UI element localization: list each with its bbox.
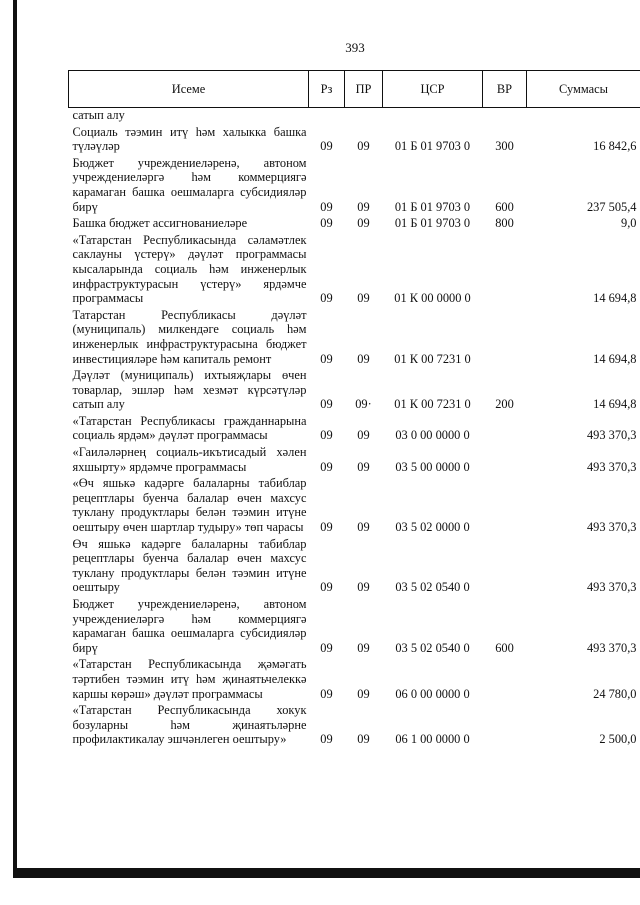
table-header-row <box>69 71 640 108</box>
row-rz: 09 <box>320 199 333 214</box>
row-rz: 09 <box>320 686 333 701</box>
row-csr: 06 1 00 0000 0 <box>395 732 470 747</box>
row-name: «Татарстан Республикасында сәламәтлек саклауны үстерү» дәүләт программасы кысаларында социаль һәм инженерлык инфраструктурасын үстерү» ярдәмче программасы <box>72 232 307 306</box>
row-vr: 600 <box>495 640 514 655</box>
row-csr: 03 5 00 0000 0 <box>395 459 470 474</box>
row-csr: 01 К 00 7231 0 <box>394 397 471 412</box>
row-pr: 09 <box>357 216 370 231</box>
row-pr: 09 <box>357 351 370 366</box>
row-name: «Өч яшькә кадәрге балаларны табиблар рецептлары буенча балалар өчен махсус туклану продуктлары белән тәэмин итүне оештыру өчен шартлар тудыру» төп чарасы <box>72 476 307 535</box>
row-name: Бюджет учреждениеләренә, автоном учреждениеләргә һәм коммерциягә карамаган башка оешмаларга субсидияләр бирү <box>72 155 307 214</box>
row-pr: 09 <box>357 199 370 214</box>
row-rz: 09 <box>320 459 333 474</box>
row-vr: 800 <box>495 216 514 231</box>
row-csr: 03 5 02 0540 0 <box>395 580 470 595</box>
row-name: «Татарстан Республикасында җәмәгать тәртибен тәэмин итү һәм җинаятьчелеккә каршы көрәш» дәүләт программасы <box>72 657 307 701</box>
row-name: Өч яшькә кадәрге балаларны табиблар рецептлары буенча балалар өчен махсус туклану продуктлары белән тәэмин итүне оештыру <box>72 536 307 595</box>
row-rz: 09 <box>320 139 333 154</box>
row-vr <box>483 657 527 703</box>
scan-left-edge <box>13 0 17 878</box>
table-row <box>69 308 640 368</box>
row-vr: 600 <box>495 199 514 214</box>
header-rz: Рз <box>309 71 345 108</box>
table-row <box>69 703 640 749</box>
page-number: 393 <box>345 40 365 55</box>
table-row <box>69 216 640 233</box>
table-row <box>69 414 640 445</box>
row-sum: 493 370,3 <box>586 580 637 595</box>
row-rz: 09 <box>320 520 333 535</box>
row-rz: 09 <box>320 216 333 231</box>
row-name: Башка бюджет ассигнованиеләре <box>72 216 248 231</box>
row-rz: 09 <box>320 580 333 595</box>
row-csr: 01 Б 01 9703 0 <box>394 199 471 214</box>
row-pr: 09 <box>357 686 370 701</box>
row-vr <box>483 308 527 368</box>
header-name: Исеме <box>69 71 309 108</box>
row-name: Татарстан Республикасы дәүләт (муниципаль) милкендәге социаль һәм инженерлык инфраструктурасына бюджет инвестицияләре һәм капиталь ремонт <box>72 307 307 366</box>
row-vr <box>483 703 527 749</box>
row-csr: 03 5 02 0000 0 <box>395 520 470 535</box>
row-rz: 09 <box>320 351 333 366</box>
row-csr: 06 0 00 0000 0 <box>395 686 470 701</box>
row-pr: 09· <box>355 397 372 412</box>
row-rz: 09 <box>320 428 333 443</box>
table-row <box>69 156 640 216</box>
row-rz: 09 <box>320 640 333 655</box>
row-name: Дәүләт (муниципаль) ихтыяҗлары өчен товарлар, эшләр һәм хезмәт күрсәтүләр сатып алу <box>72 368 307 412</box>
row-sum: 493 370,3 <box>586 520 637 535</box>
row-pr: 09 <box>357 580 370 595</box>
table-row <box>69 597 640 657</box>
table-row <box>69 476 640 536</box>
row-name: «Гаиләләрнең социаль-икътисадый хәлен яхшырту» ярдәмче программасы <box>72 445 307 474</box>
row-csr: 01 Б 01 9703 0 <box>394 216 471 231</box>
table-row <box>69 368 640 414</box>
row-rz: 09 <box>320 291 333 306</box>
row-vr <box>483 445 527 476</box>
row-sum: 493 370,3 <box>586 459 637 474</box>
row-rz: 09 <box>320 397 333 412</box>
row-sum: 2 500,0 <box>599 732 637 747</box>
row-vr: 200 <box>495 397 514 412</box>
row-pr: 09 <box>357 459 370 474</box>
table-row <box>69 657 640 703</box>
row-csr: 01 К 00 0000 0 <box>394 291 471 306</box>
row-sum: 14 694,8 <box>593 397 637 412</box>
header-sum: Суммасы <box>527 71 640 108</box>
row-sum: 16 842,6 <box>593 139 637 154</box>
row-csr: 01 Б 01 9703 0 <box>394 139 471 154</box>
row-vr <box>483 233 527 308</box>
row-sum: 14 694,8 <box>593 291 637 306</box>
row-name: Бюджет учреждениеләренә, автоном учреждениеләргә һәм коммерциягә карамаган башка оешмаларга субсидияләр бирү <box>72 597 307 655</box>
row-name: «Татарстан Республикасында хокук бозуларны һәм җинаятьләрне профилактикалау эшчәнлеген оештыру» <box>72 703 307 747</box>
row-name: Социаль тәэмин итү һәм халыкка башка түләүләр <box>72 124 307 154</box>
row-name: «Татарстан Республикасы гражданнарына социаль ярдәм» дәүләт программасы <box>72 413 307 443</box>
budget-table <box>68 70 640 749</box>
row-sum: 9,0 <box>621 216 637 231</box>
row-sum: 493 370,3 <box>586 428 637 443</box>
row-sum: 24 780,0 <box>593 686 637 701</box>
row-vr <box>483 537 527 597</box>
row-csr: 03 5 02 0540 0 <box>395 640 470 655</box>
row-pr: 09 <box>357 520 370 535</box>
table-row <box>69 445 640 476</box>
row-pr: 09 <box>357 732 370 747</box>
row-pr: 09 <box>357 640 370 655</box>
header-csr: ЦСР <box>383 71 483 108</box>
row-pr: 09 <box>357 139 370 154</box>
row-vr: 300 <box>495 139 514 154</box>
continuation-row <box>69 108 640 125</box>
table-row <box>69 125 640 156</box>
row-rz: 09 <box>320 732 333 747</box>
row-sum: 237 505,4 <box>586 199 637 214</box>
row-sum: 493 370,3 <box>586 640 637 655</box>
row-pr: 09 <box>357 291 370 306</box>
header-vr: ВР <box>483 71 527 108</box>
row-csr: 03 0 00 0000 0 <box>395 428 470 443</box>
row-pr: 09 <box>357 428 370 443</box>
row-vr <box>483 414 527 445</box>
scan-bottom-edge <box>16 868 640 878</box>
row-sum: 14 694,8 <box>593 351 637 366</box>
continuation-text: сатып алу <box>72 108 125 122</box>
table-row <box>69 233 640 308</box>
table-row <box>69 537 640 597</box>
row-csr: 01 К 00 7231 0 <box>394 351 471 366</box>
row-vr <box>483 476 527 536</box>
header-pr: ПР <box>345 71 383 108</box>
